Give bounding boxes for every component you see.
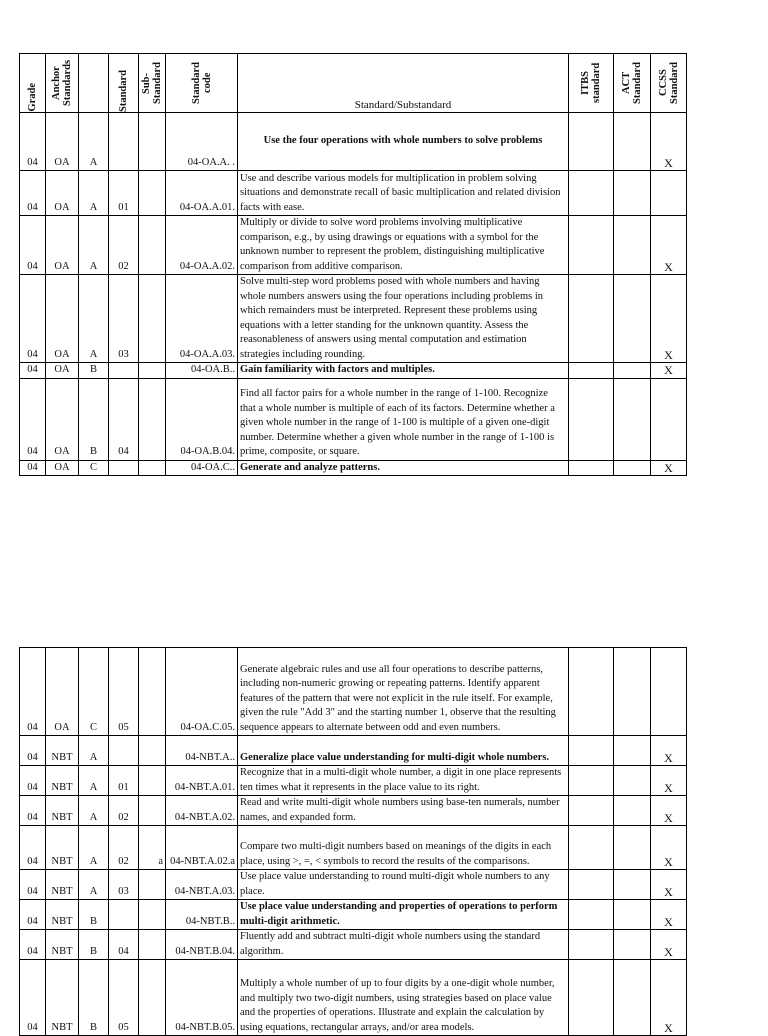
cluster-cell: B: [79, 363, 109, 379]
standards-table-bottom: [19, 647, 687, 1036]
anchor-cell: NBT: [46, 930, 79, 960]
grade-cell: 04: [20, 900, 46, 930]
standard-code-cell: 04-NBT.B.04.: [166, 930, 238, 960]
itbs-mark-cell: [569, 216, 614, 275]
act-mark-cell: [614, 378, 651, 460]
cluster-cell: C: [79, 460, 109, 476]
itbs-mark-cell: [569, 113, 614, 171]
table-row: [20, 826, 687, 870]
ccss-mark-cell: X: [651, 736, 687, 766]
act-mark-cell: [614, 736, 651, 766]
itbs-mark-cell: [569, 171, 614, 216]
act-mark-cell: [614, 216, 651, 275]
substandard-cell: [139, 930, 166, 960]
ccss-mark-cell: [651, 378, 687, 460]
substandard-cell: [139, 113, 166, 171]
standard-text-cell: Read and write multi-digit whole numbers using base-ten numerals, number names, and expanded form.: [238, 796, 569, 826]
standard-code-cell: 04-OA.C.05.: [166, 648, 238, 736]
itbs-mark-cell: [569, 736, 614, 766]
standard-text-cell: Use place value understanding and properties of operations to perform multi-digit arithmetic.: [238, 900, 569, 930]
substandard-cell: [139, 870, 166, 900]
itbs-mark-cell: [569, 460, 614, 476]
anchor-cell: NBT: [46, 870, 79, 900]
act-mark-cell: [614, 113, 651, 171]
standard-number-cell: 02: [109, 796, 139, 826]
table-row: [20, 796, 687, 826]
ccss-mark-cell: X: [651, 275, 687, 363]
itbs-mark-cell: [569, 378, 614, 460]
standard-text-cell: Generalize place value understanding for multi-digit whole numbers.: [238, 736, 569, 766]
standard-text-cell: Gain familiarity with factors and multiples.: [238, 363, 569, 379]
substandard-cell: [139, 378, 166, 460]
standard-code-cell: 04-NBT.A.01.: [166, 766, 238, 796]
grade-cell: 04: [20, 796, 46, 826]
table-row: [20, 460, 687, 476]
table-row: [20, 378, 687, 460]
ccss-header: CCSS Standard: [651, 54, 687, 113]
standard-number-cell: [109, 460, 139, 476]
ccss-mark-cell: [651, 171, 687, 216]
standard-code-cell: 04-NBT.A.02.: [166, 796, 238, 826]
standard-number-cell: 05: [109, 960, 139, 1036]
cluster-cell: A: [79, 766, 109, 796]
standard-text-cell: Multiply or divide to solve word problems involving multiplicative comparison, e.g., by using drawings or equations with a symbol for the unknown number to represent the problem, distinguishing multiplicative comparison from additive comparison.: [238, 216, 569, 275]
standard-text-cell: Generate algebraic rules and use all four operations to describe patterns, including non-numeric growing or repeating patterns. Identify apparent features of the pattern that were not explicit in the rule itself. For example, given the rule "Add 3" and the starting number 1, observe that the resulting sequence appears to alternate between odd and even numbers.: [238, 648, 569, 736]
table-row: [20, 900, 687, 930]
act-mark-cell: [614, 171, 651, 216]
table-row: [20, 171, 687, 216]
anchor-cell: OA: [46, 275, 79, 363]
cluster-cell: A: [79, 870, 109, 900]
substandard-cell: a: [139, 826, 166, 870]
standard-text-cell: Use and describe various models for multiplication in problem solving situations and demonstrate recall of basic multiplication and related division facts with ease.: [238, 171, 569, 216]
substandard-cell: [139, 796, 166, 826]
standard-code-cell: 04-OA.A.01.: [166, 171, 238, 216]
standards-table-top: [19, 53, 687, 476]
standard-code-header: Standard code: [166, 54, 238, 113]
grade-cell: 04: [20, 766, 46, 796]
act-mark-cell: [614, 826, 651, 870]
substandard-cell: [139, 171, 166, 216]
grade-cell: 04: [20, 736, 46, 766]
table-row: [20, 275, 687, 363]
act-mark-cell: [614, 648, 651, 736]
grade-cell: 04: [20, 171, 46, 216]
table-row: [20, 216, 687, 275]
standard-text-cell: Compare two multi-digit numbers based on meanings of the digits in each place, using >, =, < symbols to record the results of the comparisons.: [238, 826, 569, 870]
anchor-cell: OA: [46, 113, 79, 171]
anchor-cell: NBT: [46, 826, 79, 870]
table-row: [20, 960, 687, 1036]
anchor-cell: OA: [46, 648, 79, 736]
itbs-header: ITBS standard: [569, 54, 614, 113]
grade-cell: 04: [20, 930, 46, 960]
standard-text-cell: Fluently add and subtract multi-digit whole numbers using the standard algorithm.: [238, 930, 569, 960]
header-row: [20, 54, 687, 113]
standard-number-cell: 04: [109, 378, 139, 460]
substandard-cell: [139, 460, 166, 476]
table-row: [20, 363, 687, 379]
act-mark-cell: [614, 930, 651, 960]
anchor-cell: OA: [46, 363, 79, 379]
act-header: ACT Standard: [614, 54, 651, 113]
grade-cell: 04: [20, 378, 46, 460]
standard-number-cell: 04: [109, 930, 139, 960]
anchor-cell: OA: [46, 460, 79, 476]
itbs-mark-cell: [569, 275, 614, 363]
ccss-mark-cell: X: [651, 113, 687, 171]
grade-cell: 04: [20, 216, 46, 275]
standard-number-cell: 03: [109, 870, 139, 900]
grade-cell: 04: [20, 960, 46, 1036]
anchor-cell: OA: [46, 216, 79, 275]
substandard-cell: [139, 363, 166, 379]
cluster-cell: B: [79, 900, 109, 930]
table-row: [20, 870, 687, 900]
standard-text-cell: Multiply a whole number of up to four digits by a one-digit whole number, and multiply two two-digit numbers, using strategies based on place value and the properties of operations. Illustrate and explain the calculation by using equations, rectangular arrays, and/or area models.: [238, 960, 569, 1036]
substandard-cell: [139, 216, 166, 275]
ccss-mark-cell: X: [651, 766, 687, 796]
standard-text-cell: Use the four operations with whole numbers to solve problems: [238, 113, 569, 171]
anchor-cell: NBT: [46, 766, 79, 796]
substandard-cell: [139, 960, 166, 1036]
standard-code-cell: 04-NBT.B.05.: [166, 960, 238, 1036]
standard-text-cell: Solve multi-step word problems posed with whole numbers and having whole numbers answers using the four operations including problems in which remainders must be interpreted. Represent these problems using equations with a letter standing for the unknown quantity. Assess the reasonableness of answers using mental computation and estimation strategies including rounding.: [238, 275, 569, 363]
standard-text-cell: Use place value understanding to round multi-digit whole numbers to any place.: [238, 870, 569, 900]
anchor-cell: OA: [46, 378, 79, 460]
standard-code-cell: 04-NBT.A.03.: [166, 870, 238, 900]
anchor-cell: NBT: [46, 796, 79, 826]
cluster-cell: A: [79, 216, 109, 275]
cluster-cell: A: [79, 826, 109, 870]
grade-header: Grade: [20, 54, 46, 113]
standard-code-cell: 04-NBT.B..: [166, 900, 238, 930]
standard-text-header: Standard/Substandard: [238, 54, 569, 113]
itbs-mark-cell: [569, 960, 614, 1036]
standard-number-cell: 05: [109, 648, 139, 736]
ccss-mark-cell: X: [651, 826, 687, 870]
standard-text-cell: Find all factor pairs for a whole number in the range of 1-100. Recognize that a whole number is multiple of each of its factors. Determine whether a given whole number in the range of 1-100 is multiple of a given one-digit number. Determine whether a given whole number in the range of 1-100 is prime, composite, or square.: [238, 378, 569, 460]
anchor-cell: NBT: [46, 960, 79, 1036]
table-row: [20, 766, 687, 796]
act-mark-cell: [614, 363, 651, 379]
table-row: [20, 736, 687, 766]
grade-cell: 04: [20, 363, 46, 379]
anchor-cell: NBT: [46, 736, 79, 766]
cluster-cell: A: [79, 796, 109, 826]
anchor-standards-header: Anchor Standards: [46, 54, 79, 113]
standard-number-cell: 02: [109, 826, 139, 870]
cluster-cell: B: [79, 930, 109, 960]
standard-number-cell: [109, 363, 139, 379]
standard-number-cell: 03: [109, 275, 139, 363]
standard-number-cell: 02: [109, 216, 139, 275]
standard-header: Standard: [109, 54, 139, 113]
cluster-cell: A: [79, 171, 109, 216]
grade-cell: 04: [20, 460, 46, 476]
itbs-mark-cell: [569, 930, 614, 960]
cluster-cell: A: [79, 736, 109, 766]
standard-code-cell: 04-OA.A. .: [166, 113, 238, 171]
standard-code-cell: 04-OA.A.03.: [166, 275, 238, 363]
ccss-mark-cell: X: [651, 363, 687, 379]
cluster-cell: C: [79, 648, 109, 736]
standard-code-cell: 04-NBT.A..: [166, 736, 238, 766]
standard-number-cell: [109, 900, 139, 930]
substandard-cell: [139, 648, 166, 736]
itbs-mark-cell: [569, 648, 614, 736]
grade-cell: 04: [20, 113, 46, 171]
substandard-cell: [139, 275, 166, 363]
cluster-cell: A: [79, 113, 109, 171]
act-mark-cell: [614, 275, 651, 363]
substandard-cell: [139, 766, 166, 796]
grade-cell: 04: [20, 648, 46, 736]
itbs-mark-cell: [569, 826, 614, 870]
ccss-mark-cell: X: [651, 216, 687, 275]
substandard-cell: [139, 900, 166, 930]
ccss-mark-cell: X: [651, 930, 687, 960]
itbs-mark-cell: [569, 796, 614, 826]
table-row: [20, 648, 687, 736]
act-mark-cell: [614, 870, 651, 900]
act-mark-cell: [614, 960, 651, 1036]
ccss-mark-cell: X: [651, 460, 687, 476]
standard-code-cell: 04-OA.B.04.: [166, 378, 238, 460]
anchor-cell: OA: [46, 171, 79, 216]
standard-code-cell: 04-NBT.A.02.a: [166, 826, 238, 870]
standard-code-cell: 04-OA.A.02.: [166, 216, 238, 275]
grade-cell: 04: [20, 275, 46, 363]
cluster-cell: B: [79, 960, 109, 1036]
ccss-mark-cell: X: [651, 900, 687, 930]
ccss-mark-cell: X: [651, 960, 687, 1036]
standard-number-cell: 01: [109, 171, 139, 216]
grade-cell: 04: [20, 826, 46, 870]
itbs-mark-cell: [569, 900, 614, 930]
act-mark-cell: [614, 766, 651, 796]
substandard-cell: [139, 736, 166, 766]
ccss-mark-cell: X: [651, 796, 687, 826]
standard-code-cell: 04-OA.B..: [166, 363, 238, 379]
act-mark-cell: [614, 460, 651, 476]
cluster-cell: A: [79, 275, 109, 363]
anchor-cell: NBT: [46, 900, 79, 930]
cluster-cell: B: [79, 378, 109, 460]
standard-number-cell: [109, 736, 139, 766]
standard-code-cell: 04-OA.C..: [166, 460, 238, 476]
standard-number-cell: 01: [109, 766, 139, 796]
blank-header: [79, 54, 109, 113]
act-mark-cell: [614, 900, 651, 930]
itbs-mark-cell: [569, 766, 614, 796]
substandard-header: Sub-Standard: [139, 54, 166, 113]
ccss-mark-cell: X: [651, 870, 687, 900]
standard-number-cell: [109, 113, 139, 171]
standard-text-cell: Generate and analyze patterns.: [238, 460, 569, 476]
table-row: [20, 930, 687, 960]
itbs-mark-cell: [569, 363, 614, 379]
act-mark-cell: [614, 796, 651, 826]
table-row: [20, 113, 687, 171]
grade-cell: 04: [20, 870, 46, 900]
itbs-mark-cell: [569, 870, 614, 900]
ccss-mark-cell: [651, 648, 687, 736]
standard-text-cell: Recognize that in a multi-digit whole number, a digit in one place represents ten times what it represents in the place value to its right.: [238, 766, 569, 796]
